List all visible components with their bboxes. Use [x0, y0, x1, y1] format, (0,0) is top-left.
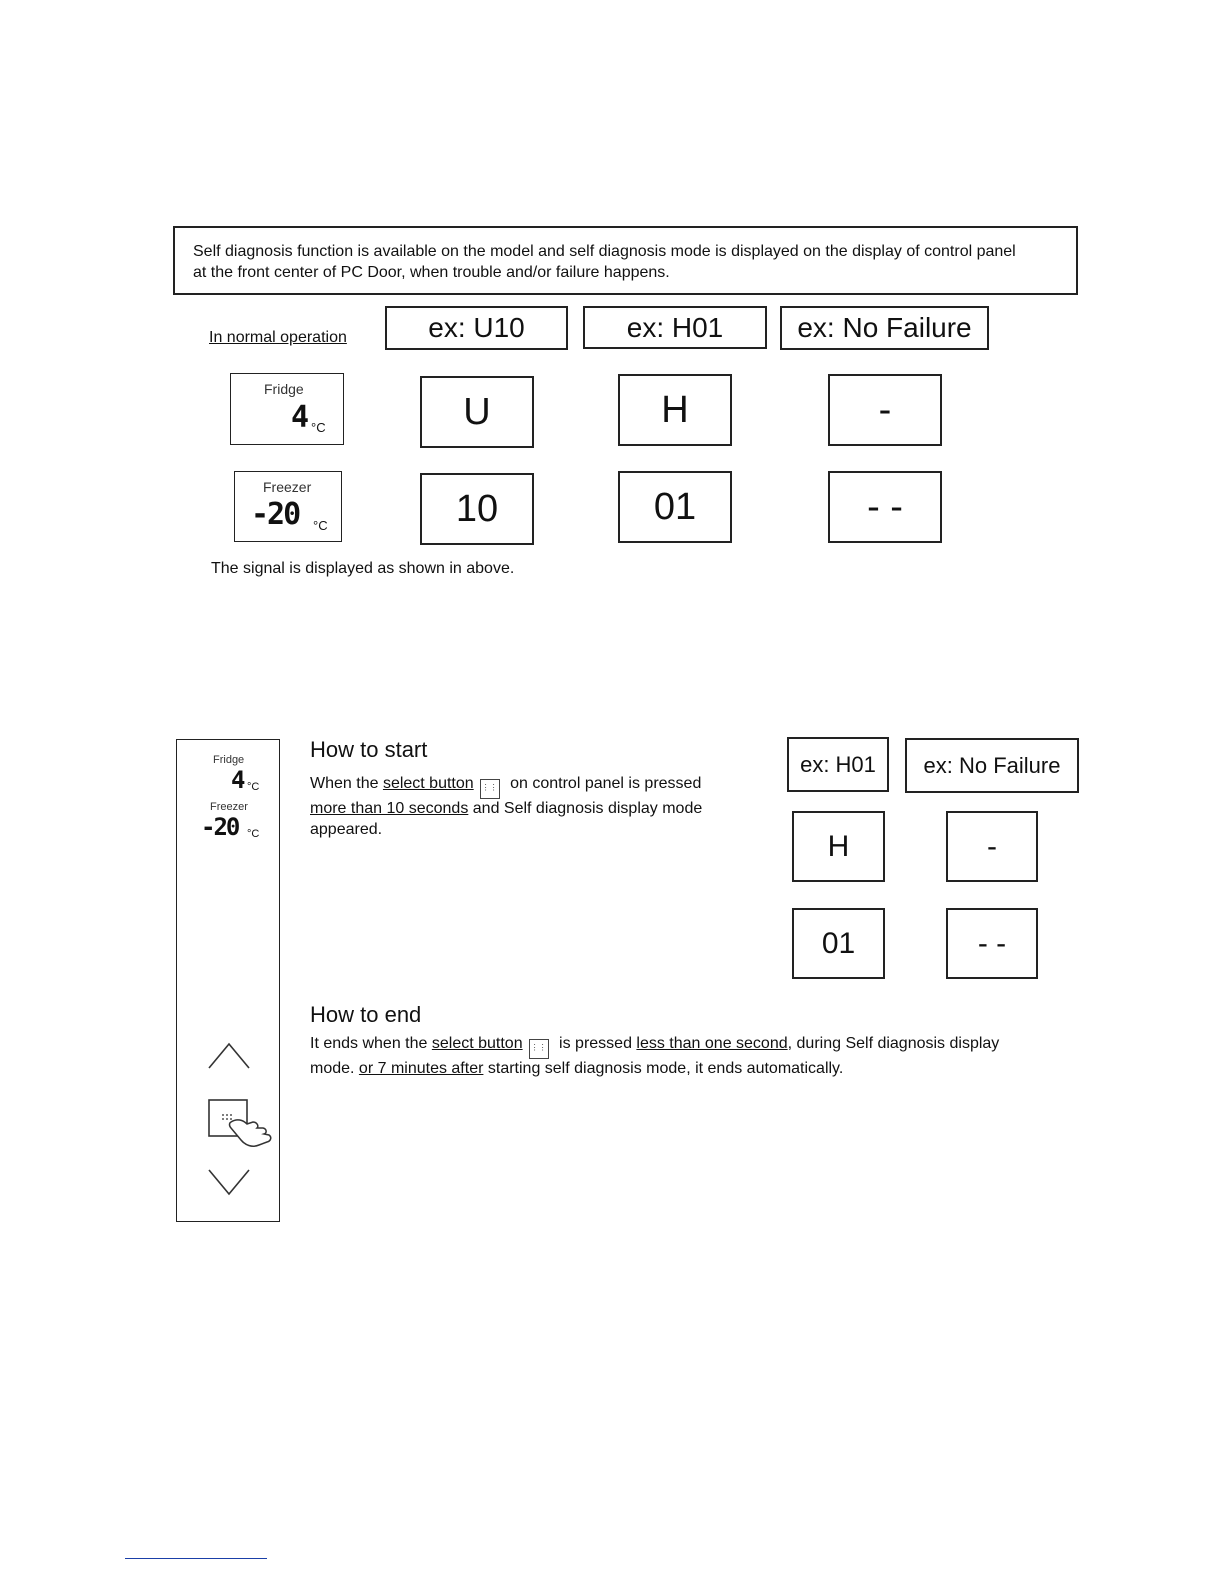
panel-freezer-label: Freezer	[210, 801, 248, 813]
right-code-h: H	[792, 811, 885, 882]
panel-freezer-value: -20	[201, 813, 239, 841]
select-button-icon[interactable]	[207, 1098, 287, 1158]
intro-line-2: at the front center of PC Door, when trouble and/or failure happens.	[193, 264, 670, 281]
right-code-dash: -	[946, 811, 1038, 882]
panel-fridge-value: 4	[231, 766, 244, 794]
right-header-no-failure: ex: No Failure	[905, 738, 1079, 793]
footnote-separator	[125, 1558, 267, 1559]
fridge-unit: °C	[311, 420, 326, 435]
end-text-4: less than one second	[636, 1035, 788, 1052]
freezer-label: Freezer	[263, 479, 312, 495]
header-h01: ex: H01	[583, 306, 767, 349]
end-text-8: starting self diagnosis mode, it ends automatically.	[483, 1060, 844, 1077]
right-header-h01: ex: H01	[787, 737, 889, 792]
chevron-down-icon[interactable]	[207, 1168, 251, 1198]
panel-fridge-unit: °C	[247, 781, 260, 793]
freezer-value: -20	[251, 497, 300, 532]
how-to-start-heading: How to start	[310, 737, 428, 762]
normal-operation-label: In normal operation	[209, 329, 347, 346]
code-h: H	[618, 374, 732, 446]
right-code-double-dash: - -	[946, 908, 1038, 979]
fridge-value: 4	[291, 400, 308, 435]
control-panel	[176, 739, 280, 1222]
how-to-start-text	[310, 774, 750, 840]
select-button-inline-icon-2: ⋮⋮	[529, 1039, 549, 1059]
how-to-end-text	[310, 1034, 1090, 1080]
right-code-01: 01	[792, 908, 885, 979]
intro-line-1: Self diagnosis function is available on the model and self diagnosis mode is displayed on the display of control panel	[193, 243, 1016, 260]
header-u10: ex: U10	[385, 306, 568, 350]
code-10: 10	[420, 473, 534, 545]
freezer-display	[234, 471, 342, 542]
start-text-6: appeared.	[310, 820, 383, 838]
end-text-5: , during Self diagnosis display	[787, 1035, 1000, 1052]
fridge-display	[230, 373, 344, 445]
how-to-end-heading: How to end	[310, 1002, 422, 1027]
fridge-label: Fridge	[264, 381, 304, 397]
end-text-3: is pressed	[554, 1035, 637, 1052]
panel-freezer-unit: °C	[247, 828, 260, 840]
start-text-3: on control panel is pressed	[505, 775, 702, 792]
end-text-6: mode.	[310, 1060, 359, 1077]
start-text-1: When the	[310, 775, 383, 792]
top-caption: The signal is displayed as shown in above.	[211, 560, 515, 577]
intro-box	[173, 226, 1078, 295]
freezer-unit: °C	[313, 518, 328, 533]
header-no-failure: ex: No Failure	[780, 306, 989, 350]
start-text-4: more than 10 seconds	[310, 800, 469, 817]
end-select-button-link: select button	[431, 1035, 523, 1052]
start-text-5: and Self diagnosis display mode	[468, 800, 703, 817]
code-dash: -	[828, 374, 942, 446]
code-u: U	[420, 376, 534, 448]
end-text-7: or 7 minutes after	[358, 1060, 484, 1077]
end-text-1: It ends when the	[310, 1035, 432, 1052]
start-select-button-link: select button	[382, 775, 474, 792]
chevron-up-icon[interactable]	[207, 1040, 251, 1070]
panel-fridge-label: Fridge	[213, 754, 245, 766]
select-button-inline-icon: ⋮⋮	[480, 779, 500, 799]
code-01: 01	[618, 471, 732, 543]
code-double-dash: - -	[828, 471, 942, 543]
